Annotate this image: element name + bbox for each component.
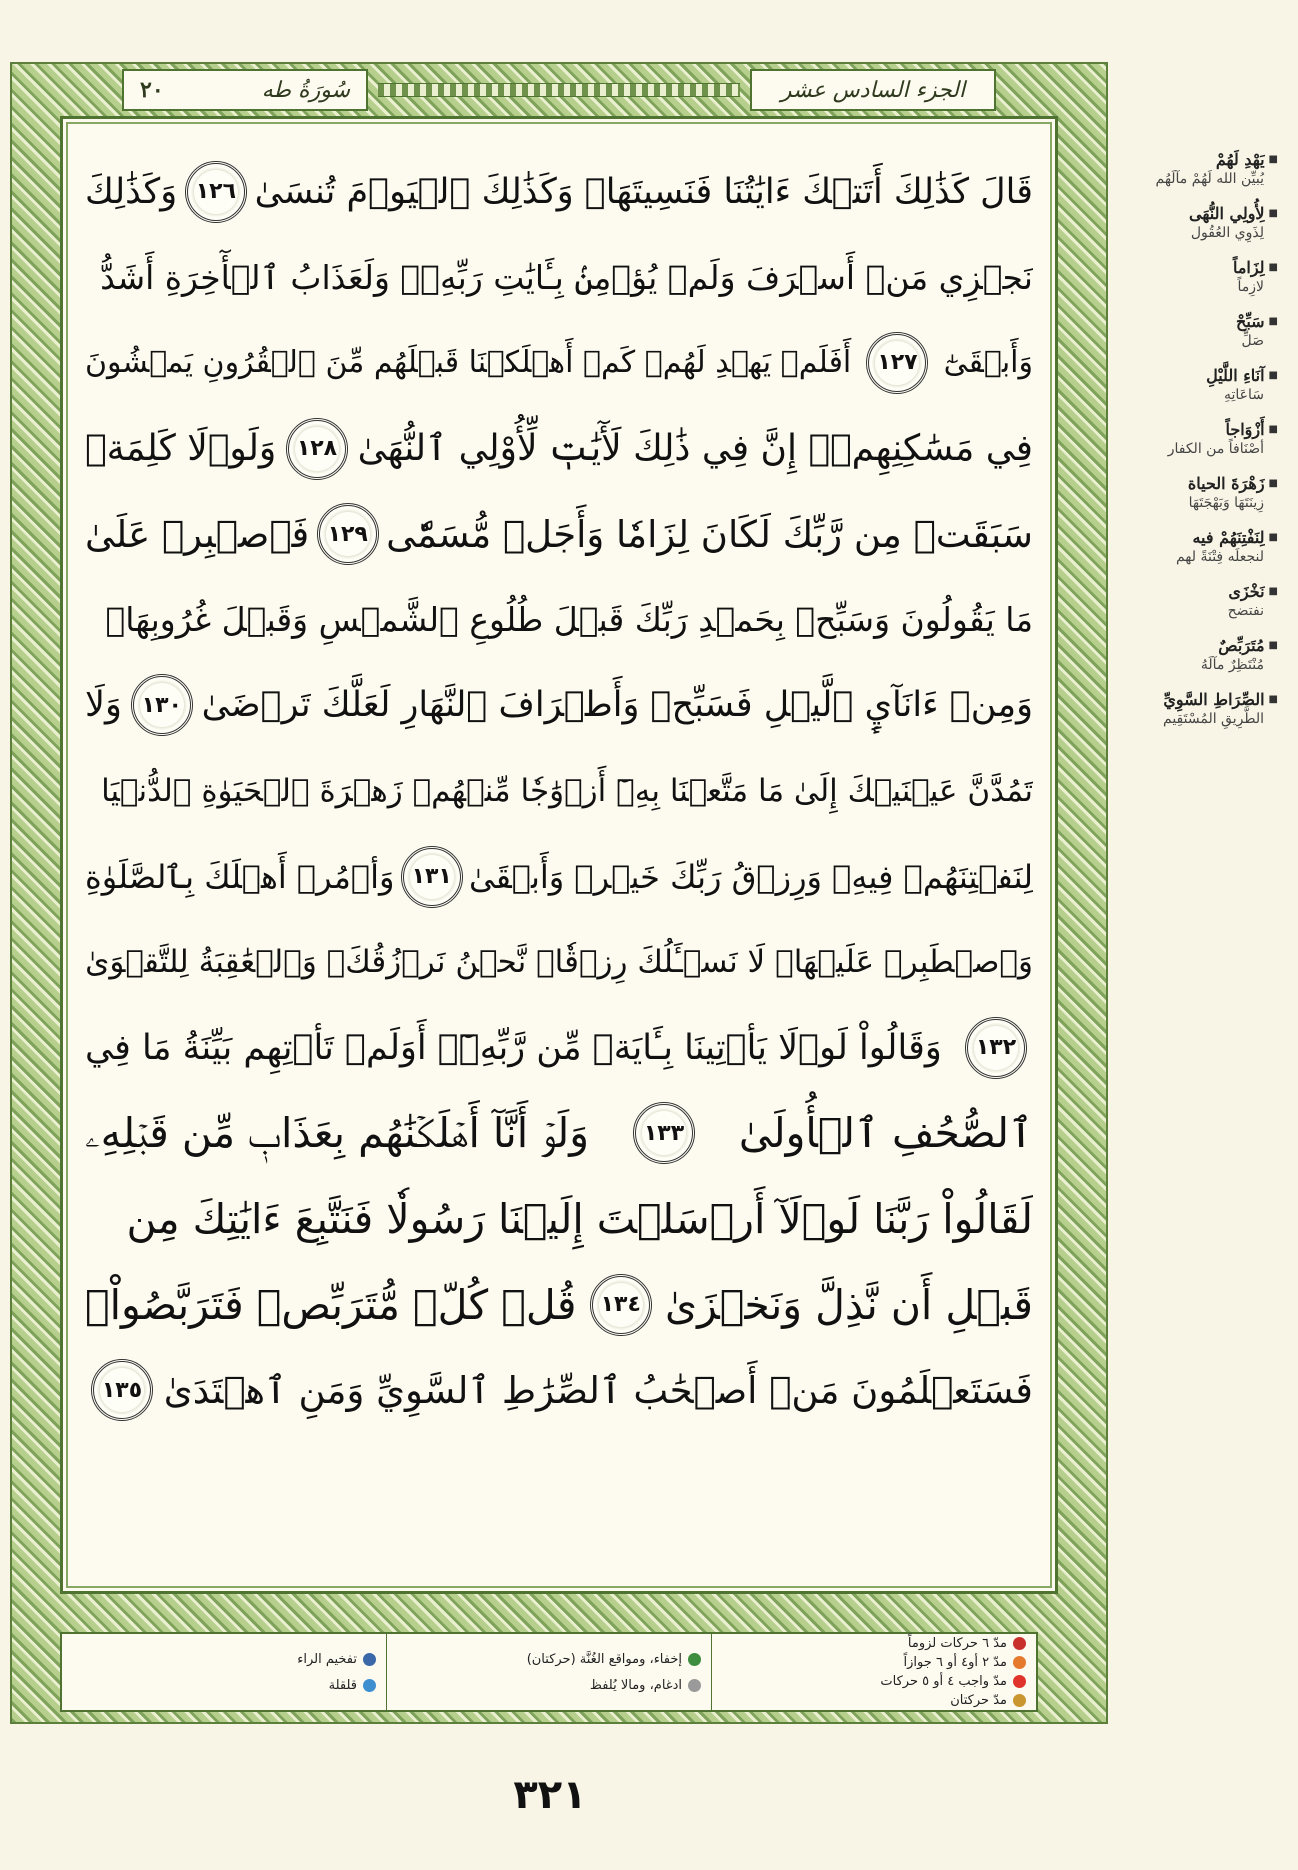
- surah-label-box: [122, 69, 368, 111]
- verse-text: وَمِنۡ ءَانَآيِٕ ٱلَّيۡلِ فَسَبِّحۡ وَأَطۡرَافَ ٱلنَّهَارِ لَعَلَّكَ تَرۡضَىٰ: [201, 685, 1033, 726]
- ayah-number-marker: ١٣٢: [965, 1017, 1027, 1079]
- glossary-entry: [1128, 204, 1278, 244]
- verse-line: [85, 235, 1033, 321]
- verse-text: أَفَلَمۡ يَهۡدِ لَهُمۡ كَمۡ أَهۡلَكۡنَا قَبۡلَهُم مِّنَ ٱلۡقُرُونِ يَمۡشُونَ: [85, 345, 852, 381]
- verse-line: [85, 577, 1033, 663]
- verse-text: قُلۡ كُلّٞ مُّتَرَبِّصٞ فَتَرَبَّصُواْۖ: [85, 1280, 577, 1329]
- legend-item: [722, 1653, 1026, 1672]
- legend-label: ادغام، ومالا يُلفظ: [589, 1677, 682, 1693]
- color-dot-icon: [363, 1679, 376, 1692]
- color-dot-icon: [363, 1653, 376, 1666]
- verse-line: [85, 748, 1033, 834]
- juz-name: الجزء السادس عشر: [780, 77, 966, 103]
- glossary-word: ■ سَبِّحْ: [1128, 312, 1278, 331]
- verse-text: فَٱصۡبِرۡ عَلَىٰ: [85, 512, 310, 556]
- legend-label: مدّ ٦ حركات لزوماً: [907, 1636, 1007, 1651]
- glossary-meaning: لازِماً: [1237, 279, 1264, 295]
- glossary-entry: [1128, 420, 1278, 460]
- legend-item: [72, 1672, 376, 1698]
- verse-line: [85, 1176, 1033, 1262]
- glossary-word: ■ مُتَرَبِّصٌ: [1128, 636, 1278, 655]
- verse-line: [85, 663, 1033, 749]
- legend-item: [397, 1646, 701, 1672]
- legend-label: مدّ حركتان: [950, 1693, 1007, 1708]
- color-dot-icon: [1013, 1694, 1026, 1707]
- legend-column-ghunna: [386, 1634, 711, 1710]
- ayah-number-marker: ١٣١: [401, 846, 463, 908]
- verse-line: [85, 919, 1033, 1005]
- glossary-meaning: زِينَتَهَا وَبَهْجَتَهَا: [1188, 495, 1264, 511]
- verse-text: فَسَتَعۡلَمُونَ مَنۡ أَصۡحَٰبُ ٱلصِّرَٰطِ ٱلسَّوِيِّ وَمَنِ ٱهۡتَدَىٰ: [163, 1368, 1033, 1412]
- glossary-word: ■ يَهْدِ لَهُمْ: [1128, 150, 1278, 169]
- verse-text: وَقَالُواْ لَوۡلَا يَأۡتِينَا بِـَٔايَةٖ مِّن رَّبِّهِۦٓۚ أَوَلَمۡ تَأۡتِهِم بَيِّنَةُ مَا فِي: [85, 1027, 942, 1068]
- verse-text: مَا يَقُولُونَ وَسَبِّحۡ بِحَمۡدِ رَبِّكَ قَبۡلَ طُلُوعِ ٱلشَّمۡسِ وَقَبۡلَ غُرُوبِهَاۖ: [105, 600, 1033, 640]
- verse-text: وَأَبۡقَىٰٓ: [943, 345, 1033, 381]
- verse-text: قَالَ كَذَٰلِكَ أَتَتۡكَ ءَايَٰتُنَا فَنَسِيتَهَاۖ وَكَذَٰلِكَ ٱلۡيَوۡمَ تُنسَىٰ: [254, 171, 1033, 212]
- verse-text: وَلَا: [85, 685, 122, 726]
- legend-item: [722, 1672, 1026, 1691]
- color-dot-icon: [1013, 1675, 1026, 1688]
- color-dot-icon: [1013, 1656, 1026, 1669]
- verse-text: لَقَالُواْ رَبَّنَا لَوۡلَآ أَرۡسَلۡتَ إِلَيۡنَا رَسُولٗا فَنَتَّبِعَ ءَايَٰتِكَ مِن: [126, 1194, 1033, 1243]
- glossary-meaning: لِذَوِي العُقُول: [1190, 225, 1264, 241]
- glossary-entry: [1128, 150, 1278, 190]
- ayah-number-marker: ١٢٧: [866, 332, 928, 394]
- legend-label: إخفاء، ومواقع الغُنَّة (حركتان): [526, 1651, 682, 1667]
- verse-line: [85, 406, 1033, 492]
- verse-text: ٱلصُّحُفِ ٱلۡأُولَىٰ: [738, 1109, 1033, 1158]
- verse-text: وَلَوۡلَا كَلِمَةٞ: [85, 428, 277, 470]
- glossary-entry: [1128, 474, 1278, 514]
- glossary-meaning: مُنْتَظِرٌ مآلَهُ: [1200, 657, 1264, 673]
- verse-text: وَلَوۡ أَنَّآ أَهۡلَكۡنَٰهُم بِعَذَابٖ مِّن قَبۡلِهِۦ: [85, 1108, 590, 1157]
- legend-label: مدّ ٢ أو٤ أو ٦ جوازاً: [903, 1655, 1007, 1670]
- glossary-word: ■ أَزْوَاجاً: [1128, 420, 1278, 439]
- glossary-word: ■ آنَاءِ اللَّيْلِ: [1128, 366, 1278, 385]
- legend-label: قلقلة: [328, 1677, 357, 1693]
- color-dot-icon: [1013, 1637, 1026, 1650]
- legend-column-tafkhim: [62, 1634, 386, 1710]
- glossary-entry: [1128, 312, 1278, 352]
- verse-line: [85, 834, 1033, 920]
- glossary-word: ■ زَهْرَةَ الحياة: [1128, 474, 1278, 493]
- tajweed-legend: [60, 1632, 1038, 1712]
- surah-name: سُورَةُ طه: [261, 77, 350, 103]
- glossary-meaning: أصْنَافاً من الكفار: [1167, 441, 1264, 457]
- glossary-meaning: صَلِّ: [1241, 333, 1264, 349]
- ayah-number-marker: ١٢٩: [317, 503, 379, 565]
- glossary-meaning: نفتضح: [1227, 603, 1264, 619]
- verse-line: [85, 1005, 1033, 1091]
- verse-text: وَكَذَٰلِكَ: [85, 171, 178, 212]
- ayah-number-marker: ١٣٥: [91, 1359, 153, 1421]
- verse-text: لِنَفۡتِنَهُمۡ فِيهِۚ وَرِزۡقُ رَبِّكَ خَيۡرٞ وَأَبۡقَىٰ: [468, 857, 1033, 896]
- glossary-entry: [1128, 636, 1278, 676]
- legend-label: مدّ واجب ٤ أو ٥ حركات: [880, 1674, 1007, 1689]
- verse-text: فِي مَسَٰكِنِهِمۡۗ إِنَّ فِي ذَٰلِكَ لَأٓيَٰتٖ لِّأُوْلِي ٱلنُّهَىٰ: [357, 428, 1033, 470]
- glossary-entry: [1128, 258, 1278, 298]
- verse-text: وَٱصۡطَبِرۡ عَلَيۡهَاۖ لَا نَسۡـَٔلُكَ رِزۡقٗاۖ نَّحۡنُ نَرۡزُقُكَۗ وَٱلۡعَٰقِبَةُ لِلتَّقۡوَىٰ: [85, 944, 1033, 981]
- verse-line: [85, 491, 1033, 577]
- glossary-entry: [1128, 690, 1278, 730]
- glossary-meaning: الطَّرِيقِ المُسْتَقِيم: [1163, 711, 1264, 727]
- header-ornament: [378, 83, 740, 97]
- glossary-word: ■ لِزَاماً: [1128, 258, 1278, 277]
- glossary-entry: [1128, 366, 1278, 406]
- color-dot-icon: [688, 1679, 701, 1692]
- juz-label-box: [750, 69, 996, 111]
- glossary-word: ■ نَخْزَى: [1128, 582, 1278, 601]
- verse-text: وَأۡمُرۡ أَهۡلَكَ بِٱلصَّلَوٰةِ: [85, 857, 395, 896]
- legend-item: [397, 1672, 701, 1698]
- legend-item: [722, 1691, 1026, 1710]
- verse-text: قَبۡلِ أَن نَّذِلَّ وَنَخۡزَىٰ: [665, 1280, 1033, 1329]
- legend-column-madd: [711, 1634, 1036, 1710]
- ayah-number-marker: ١٣٣: [633, 1102, 695, 1164]
- verse-line: [85, 1347, 1033, 1433]
- text-panel: [60, 116, 1058, 1594]
- legend-label: تفخيم الراء: [297, 1651, 357, 1667]
- glossary-entry: [1128, 582, 1278, 622]
- verse-line: [85, 1091, 1033, 1177]
- verse-line: [85, 149, 1033, 235]
- verse-line: [85, 320, 1033, 406]
- verse-text: سَبَقَتۡ مِن رَّبِّكَ لَكَانَ لِزَامٗا وَأَجَلٞ مُّسَمّٗى: [386, 512, 1033, 556]
- page-number: ٣٢١: [513, 1772, 587, 1818]
- glossary-word: ■ الصِّرَاطِ السَّوِيِّ: [1128, 690, 1278, 709]
- page-frame: [10, 62, 1108, 1724]
- ayah-number-marker: ١٢٦: [185, 161, 247, 223]
- verse-line: [85, 1262, 1033, 1348]
- verse-text: نَجۡزِي مَنۡ أَسۡرَفَ وَلَمۡ يُؤۡمِنۢ بِـَٔايَٰتِ رَبِّهِۦۚ وَلَعَذَابُ ٱلۡأٓخِرَةِ أَشَدُّ: [100, 257, 1033, 297]
- glossary-meaning: يُبيِّن الله لَهُمْ مآلَهُم: [1155, 171, 1264, 187]
- verse-lines: [85, 149, 1033, 1573]
- legend-item: [72, 1646, 376, 1672]
- verse-text: تَمُدَّنَّ عَيۡنَيۡكَ إِلَىٰ مَا مَتَّعۡنَا بِهِۦٓ أَزۡوَٰجٗا مِّنۡهُمۡ زَهۡرَةَ ٱلۡحَيَوٰةِ ٱلدُّنۡيَا: [101, 772, 1033, 809]
- color-dot-icon: [688, 1653, 701, 1666]
- ayah-number-marker: ١٢٨: [286, 418, 348, 480]
- ayah-number-marker: ١٣٤: [590, 1274, 652, 1336]
- glossary-word: ■ لِنَفْتِنَهُمْ فيه: [1128, 528, 1278, 547]
- ayah-number-marker: ١٣٠: [131, 674, 193, 736]
- legend-item: [722, 1634, 1026, 1653]
- glossary-entry: [1128, 528, 1278, 568]
- page-header: [122, 68, 996, 112]
- glossary-meaning: سَاعَاتِهِ: [1223, 387, 1264, 403]
- glossary-meaning: لنجعلَه فِتْنَةً لهم: [1175, 549, 1264, 565]
- glossary-word: ■ لِأُولِي النُّهَى: [1128, 204, 1278, 223]
- glossary-sidebar: [1128, 150, 1278, 744]
- surah-number: ٢٠: [140, 77, 164, 103]
